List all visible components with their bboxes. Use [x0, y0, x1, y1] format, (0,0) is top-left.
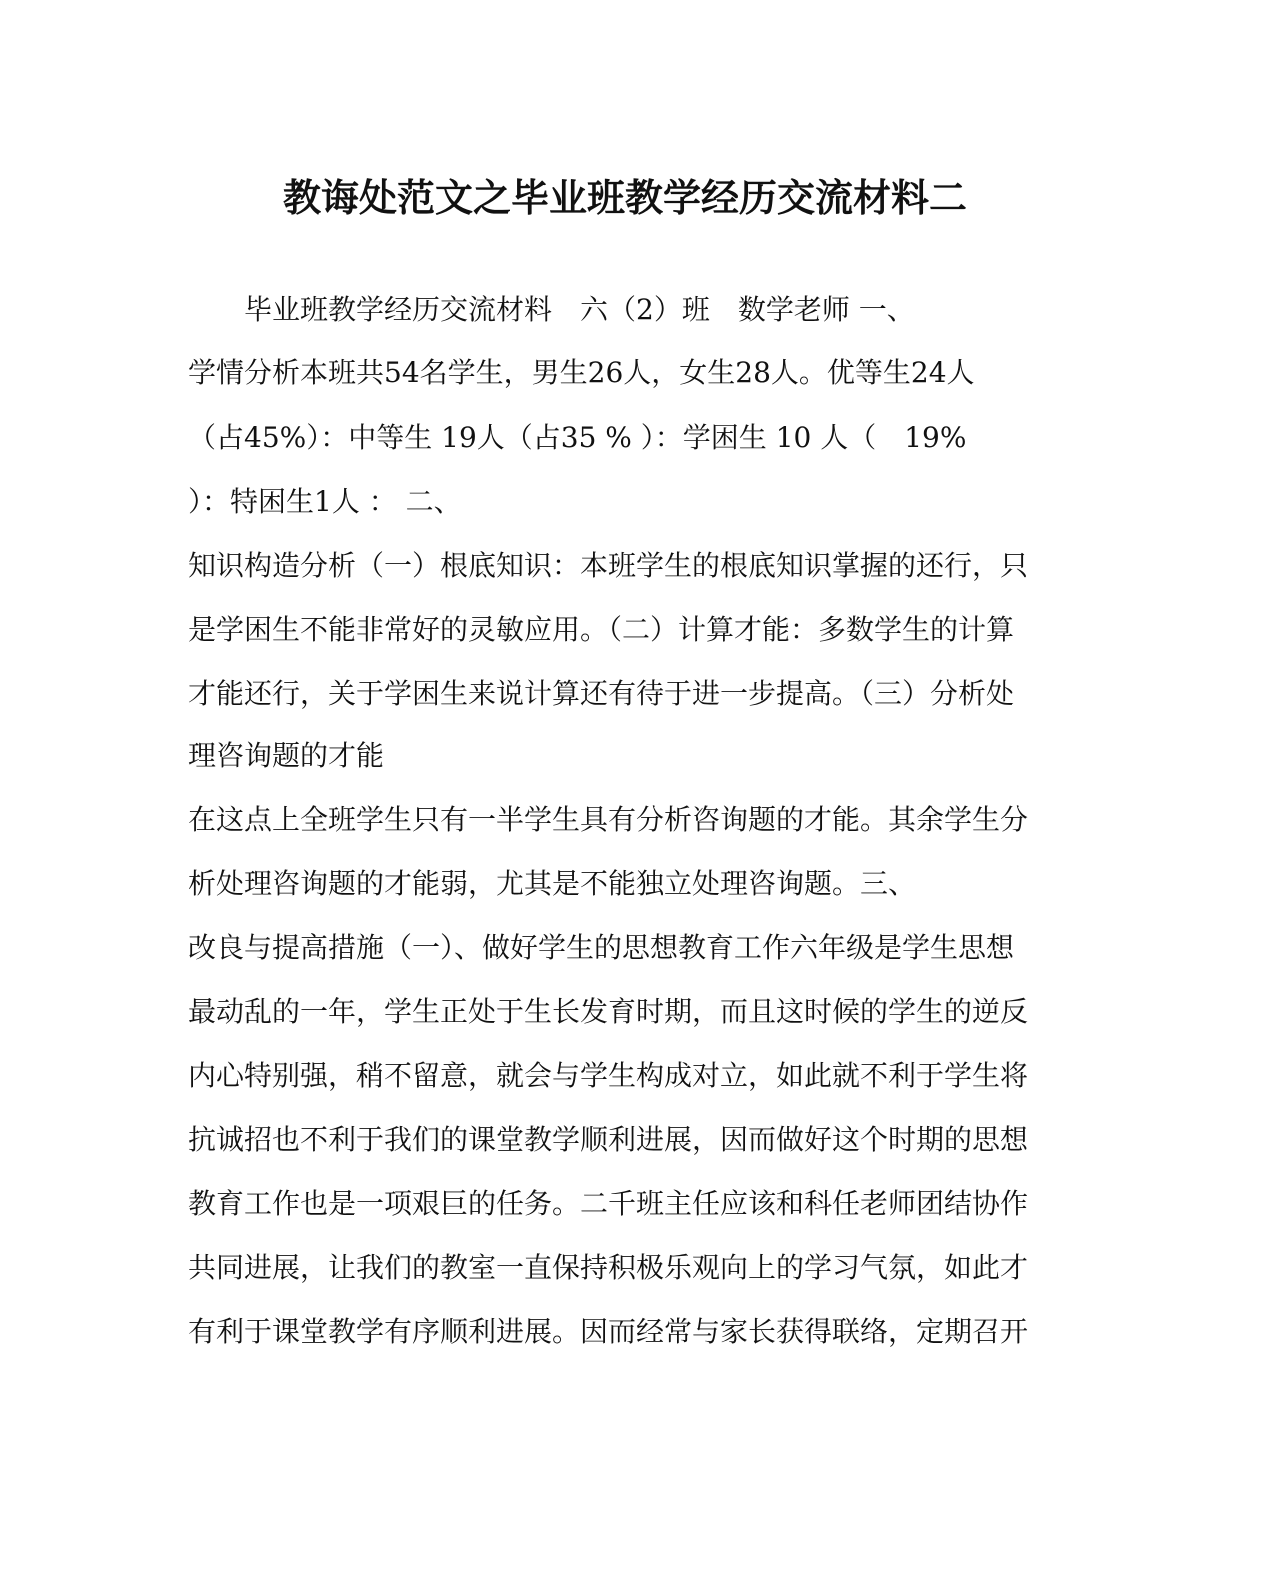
body-line-1: 毕业班教学经历交流材料 六（2）班 数学老师 一、: [188, 293, 915, 326]
document-title: 教诲处范文之毕业班教学经历交流材料二: [282, 175, 967, 220]
body-line-14: 抗诚招也不利于我们的课堂教学顺利进展，因而做好这个时期的思想: [188, 1123, 1029, 1156]
body-line-7: 才能还行，关于学困生来说计算还有待于进一步提高。（三）分析处: [188, 677, 1015, 710]
body-line-13: 内心特别强，稍不留意，就会与学生构成对立，如此就不利于学生将: [188, 1059, 1029, 1092]
body-line-17: 有利于课堂教学有序顺利进展。因而经常与家长获得联络，定期召开: [188, 1315, 1029, 1348]
body-line-11: 改良与提高措施（一）、做好学生的思想教育工作六年级是学生思想: [188, 931, 1015, 964]
body-line-16: 共同进展，让我们的教室一直保持积极乐观向上的学习气氛，如此才: [188, 1251, 1029, 1284]
body-line-4: ）：特困生1人 ： 二、: [188, 485, 462, 518]
body-line-6: 是学困生不能非常好的灵敏应用。（二）计算才能：多数学生的计算: [188, 613, 1015, 646]
body-line-3: （占45%）：中等生 19人（占35 % ）：学困生 10 人（ 19%: [188, 421, 967, 454]
body-line-12: 最动乱的一年，学生正处于生长发育时期，而且这时候的学生的逆反: [188, 995, 1029, 1028]
body-line-5: 知识构造分析（一）根底知识：本班学生的根底知识掌握的还行，只: [188, 549, 1029, 582]
body-line-8: 理咨询题的才能: [188, 739, 385, 772]
body-line-10: 析处理咨询题的才能弱，尤其是不能独立处理咨询题。三、: [188, 867, 917, 900]
body-line-2: 学情分析本班共54名学生，男生26人，女生28人。优等生24人: [188, 356, 975, 389]
body-line-15: 教育工作也是一项艰巨的任务。二千班主任应该和科任老师团结协作: [188, 1187, 1029, 1220]
body-line-9: 在这点上全班学生只有一半学生具有分析咨询题的才能。其余学生分: [188, 803, 1029, 836]
